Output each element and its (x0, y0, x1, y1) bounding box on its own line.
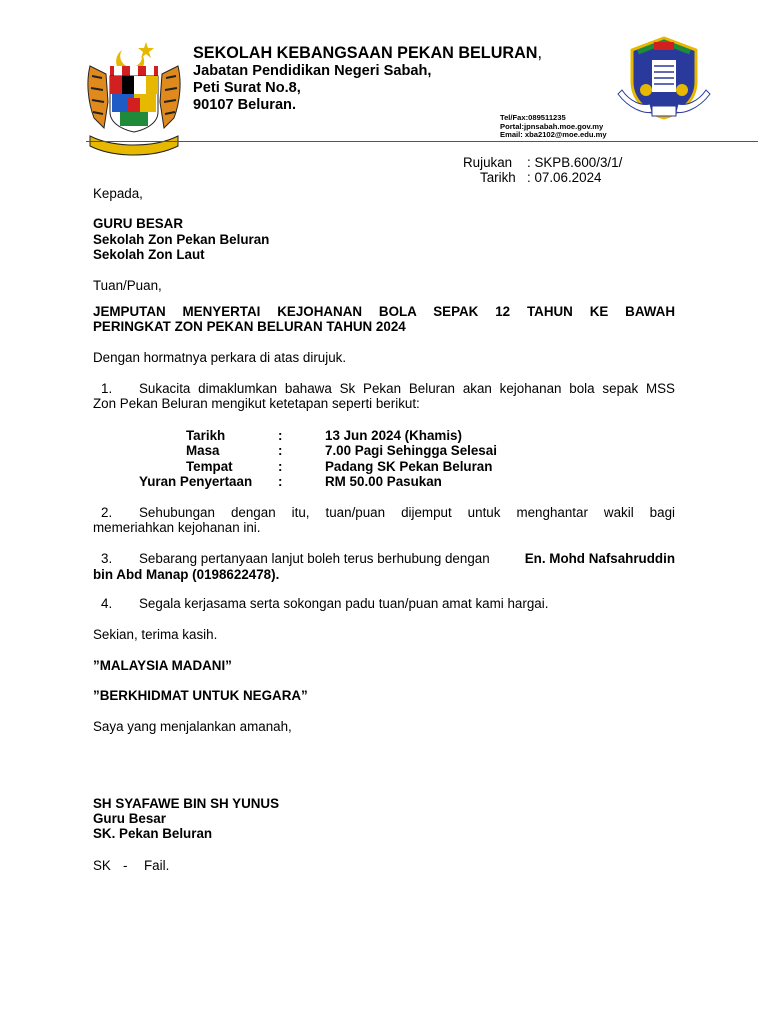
detail-label: Yuran Penyertaan (139, 474, 253, 489)
coat-of-arms-logo (84, 32, 184, 158)
signatory-title: Guru Besar (93, 811, 166, 826)
opening-line: Dengan hormatnya perkara di atas dirujuk. (93, 350, 347, 365)
detail-value: 7.00 Pagi Sehingga Selesai (325, 443, 497, 458)
paragraph-number: 1. (101, 381, 113, 396)
paragraph-3-line-1: 3. Sebarang pertanyaan lanjut boleh terus berhubung dengan En. Mohd Nafsahruddin (93, 551, 675, 566)
date-label: Tarikh (480, 170, 516, 185)
paragraph-1-line-1: 1. Sukacita dimaklumkan bahawa Sk Pekan Beluran akan kejohanan bola sepak MSS (93, 381, 675, 396)
paragraph-2-line-1: 2. Sehubungan dengan itu, tuan/puan dijemput untuk menghantar wakil bagi (93, 505, 675, 520)
detail-value: Padang SK Pekan Beluran (325, 459, 493, 474)
paragraph-number: 4. (101, 596, 113, 611)
po-box-line: Peti Surat No.8, (193, 80, 301, 96)
subject-line-1: JEMPUTAN MENYERTAI KEJOHANAN BOLA SEPAK 12 TAHUN KE BAWAH (93, 304, 675, 319)
paragraph-number: 2. (101, 505, 113, 520)
email-line: Email: xba2102@moe.edu.my (500, 130, 607, 140)
ref-label: Rujukan (463, 155, 513, 170)
detail-value: RM 50.00 Pasukan (325, 474, 442, 489)
to-label: Kepada, (93, 186, 143, 201)
department-line: Jabatan Pendidikan Negeri Sabah, (193, 63, 432, 79)
postcode-line: 90107 Beluran. (193, 97, 297, 113)
tel-fax: Tel/Fax:089511235 (500, 113, 566, 122)
signatory-school: SK. Pekan Beluran (93, 826, 213, 841)
ref-value: : SKPB.600/3/1/ (527, 155, 623, 170)
contact-name: En. Mohd Nafsahruddin (524, 551, 675, 566)
cc-value: Fail. (144, 858, 170, 873)
detail-label: Masa (186, 443, 220, 458)
detail-colon: : (278, 428, 283, 443)
detail-label: Tempat (186, 459, 233, 474)
salutation: Tuan/Puan, (93, 278, 162, 293)
school-name: SEKOLAH KEBANGSAAN PEKAN BELURAN, (193, 44, 542, 62)
detail-colon: : (278, 474, 283, 489)
contact-phone: bin Abd Manap (0198622478). (93, 567, 280, 582)
paragraph-number: 3. (101, 551, 113, 566)
school-badge-logo (616, 32, 712, 122)
slogan-malaysia-madani: ”MALAYSIA MADANI” (93, 658, 232, 673)
paragraph-2-line-2: memeriahkan kejohanan ini. (93, 520, 261, 535)
portal-line: Portal:jpnsabah.moe.gov.my (500, 121, 604, 131)
thanks-line: Sekian, terima kasih. (93, 627, 218, 642)
header-divider (86, 141, 758, 142)
subject-line-2: PERINGKAT ZON PEKAN BELURAN TAHUN 2024 (93, 319, 406, 334)
recipient-title: GURU BESAR (93, 216, 184, 231)
detail-label: Tarikh (186, 428, 226, 443)
detail-colon: : (278, 443, 283, 458)
detail-value: 13 Jun 2024 (Khamis) (325, 428, 462, 443)
cc-dash: - (123, 858, 128, 873)
recipient-line2: Sekolah Zon Pekan Beluran (93, 232, 270, 247)
paragraph-4: 4. Segala kerjasama serta sokongan padu tuan/puan amat kami hargai. (93, 596, 548, 611)
detail-colon: : (278, 459, 283, 474)
trust-line: Saya yang menjalankan amanah, (93, 719, 292, 734)
recipient-line3: Sekolah Zon Laut (93, 247, 205, 262)
paragraph-1-line-2: Zon Pekan Beluran mengikut ketetapan seperti berikut: (93, 396, 420, 411)
slogan-berkhidmat: ”BERKHIDMAT UNTUK NEGARA” (93, 688, 308, 703)
signatory-name: SH SYAFAWE BIN SH YUNUS (93, 796, 280, 811)
date-value: : 07.06.2024 (527, 170, 602, 185)
cc-label: SK (93, 858, 111, 873)
